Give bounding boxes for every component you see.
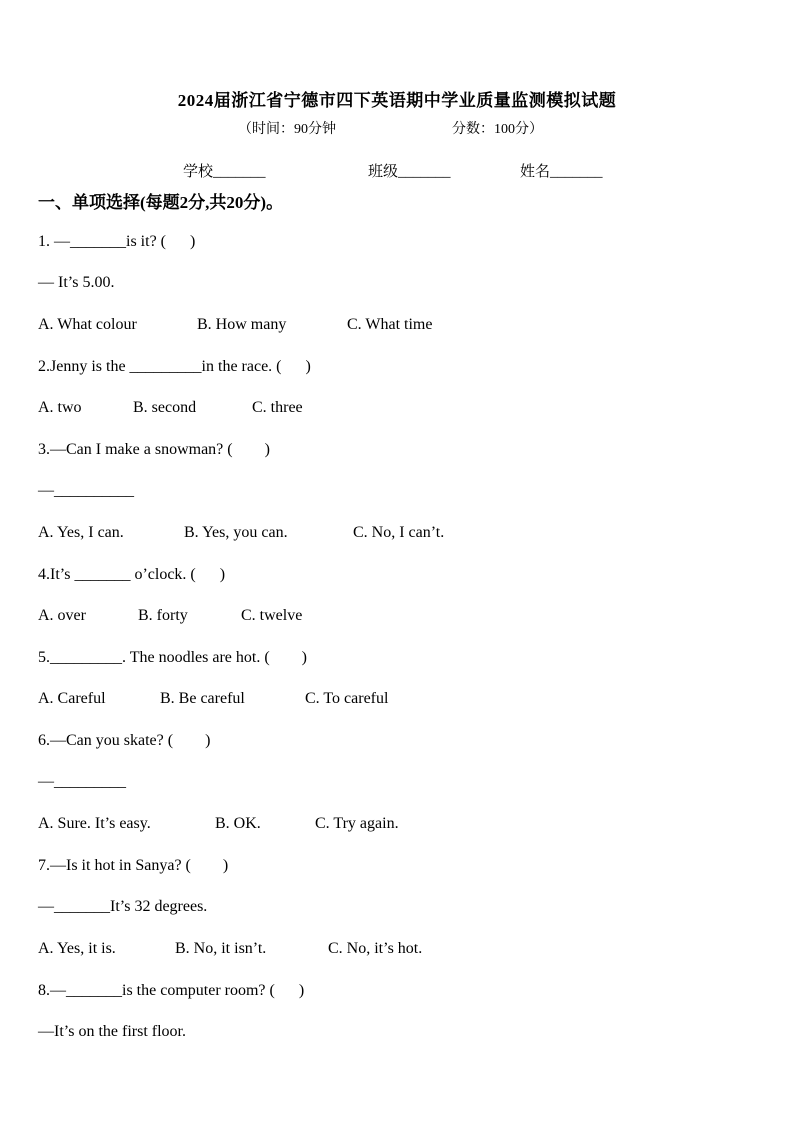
question-2-option-c: C. three <box>252 399 303 416</box>
question-7-stem: 7.—Is it hot in Sanya? ( ) <box>38 857 229 874</box>
question-6-option-b: B. OK. <box>215 815 261 832</box>
question-1-stem: 1. —_______is it? ( ) <box>38 233 196 250</box>
exam-time: （时间：90分钟 <box>238 122 336 137</box>
exam-score: 分数：100分） <box>452 122 543 137</box>
question-1-answer-line: — It’s 5.00. <box>38 274 115 291</box>
question-4-option-b: B. forty <box>138 607 188 624</box>
question-6-stem: 6.—Can you skate? ( ) <box>38 732 211 749</box>
question-3-option-b: B. Yes, you can. <box>184 524 288 541</box>
question-3-answer-line: —__________ <box>38 482 134 499</box>
question-5-option-a: A. Careful <box>38 690 106 707</box>
question-2-option-a: A. two <box>38 399 82 416</box>
question-3-stem: 3.—Can I make a snowman? ( ) <box>38 441 270 458</box>
question-3-option-a: A. Yes, I can. <box>38 524 124 541</box>
question-4-stem: 4.It’s _______ o’clock. ( ) <box>38 566 226 583</box>
section-heading: 一、单项选择(每题2分,共20分)。 <box>38 193 284 212</box>
question-2-stem: 2.Jenny is the _________in the race. ( ) <box>38 358 311 375</box>
school-field: 学校_______ <box>183 164 266 180</box>
question-7-answer-line: —_______It’s 32 degrees. <box>38 898 208 915</box>
question-2-option-b: B. second <box>133 399 197 416</box>
name-field: 姓名_______ <box>520 164 603 180</box>
question-7-option-c: C. No, it’s hot. <box>328 940 423 957</box>
question-8-stem: 8.—_______is the computer room? ( ) <box>38 982 305 999</box>
question-1-option-b: B. How many <box>197 316 287 333</box>
class-field: 班级_______ <box>368 164 451 180</box>
question-7-option-a: A. Yes, it is. <box>38 940 116 957</box>
question-6-option-a: A. Sure. It’s easy. <box>38 815 151 832</box>
question-5-option-c: C. To careful <box>305 690 389 707</box>
question-5-option-b: B. Be careful <box>160 690 245 707</box>
question-8-answer-line: —It’s on the first floor. <box>38 1023 186 1040</box>
question-3-option-c: C. No, I can’t. <box>353 524 445 541</box>
question-7-option-b: B. No, it isn’t. <box>175 940 267 957</box>
question-5-stem: 5._________. The noodles are hot. ( ) <box>38 649 307 666</box>
page-title: 2024届浙江省宁德市四下英语期中学业质量监测模拟试题 <box>177 91 617 110</box>
question-1-option-a: A. What colour <box>38 316 137 333</box>
question-4-option-c: C. twelve <box>241 607 303 624</box>
question-6-option-c: C. Try again. <box>315 815 399 832</box>
question-1-option-c: C. What time <box>347 316 433 333</box>
question-6-answer-line: —_________ <box>38 773 126 790</box>
question-4-option-a: A. over <box>38 607 86 624</box>
